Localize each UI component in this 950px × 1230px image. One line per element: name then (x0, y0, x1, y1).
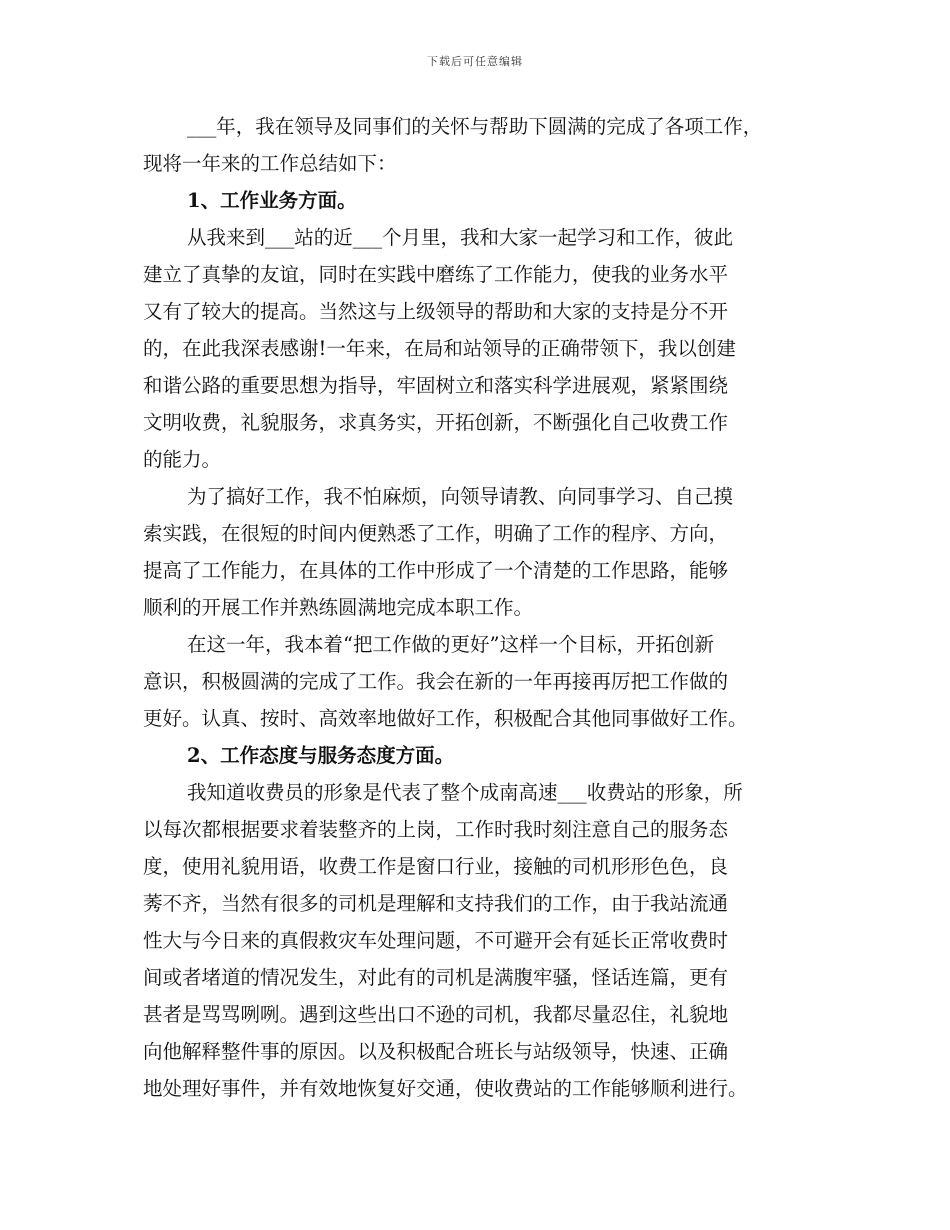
text-line: 在这一年，我本着“把工作做的更好”这样一个目标，开拓创新 (187, 633, 714, 656)
text-line: 顺利的开展工作并熟练圆满地完成本职工作。 (143, 596, 534, 619)
text-line: 甚者是骂骂咧咧。遇到这些出口不逊的司机，我都尽量忍住，礼貌地 (143, 1003, 729, 1026)
text-line: 莠不齐，当然有很多的司机是理解和支持我们的工作，由于我站流通 (143, 892, 729, 915)
text-line: 更好。认真、按时、高效率地做好工作，积极配合其他同事做好工作。 (143, 707, 748, 730)
text-line: 从我来到___站的近___个月里，我和大家一起学习和工作，彼此 (187, 226, 734, 249)
text-line: 现将一年来的工作总结如下： (143, 152, 397, 175)
text-line: 和谐公路的重要思想为指导，牢固树立和落实科学进展观，紧紧围绕 (143, 374, 729, 397)
text-line: 索实践，在很短的时间内便熟悉了工作，明确了工作的程序、方向， (143, 522, 729, 545)
text-line: 度，使用礼貌用语，收费工作是窗口行业，接触的司机形形色色，良 (143, 855, 729, 878)
text-line: 的能力。 (143, 448, 222, 471)
section-heading: 1、工作业务方面。 (187, 189, 357, 212)
text-line: 我知道收费员的形象是代表了整个成南高速___收费站的形象，所 (187, 781, 743, 804)
text-line: 提高了工作能力，在具体的工作中形成了一个清楚的工作思路，能够 (143, 559, 729, 582)
document-body (143, 108, 813, 1107)
text-line: 建立了真挚的友谊，同时在实践中磨练了工作能力，使我的业务水平 (143, 263, 729, 286)
text-line: 性大与今日来的真假救灾车处理问题，不可避开会有延长正常收费时 (143, 929, 729, 952)
text-line: 文明收费，礼貌服务，求真务实，开拓创新，不断强化自己收费工作 (143, 411, 729, 434)
text-line: 地处理好事件，并有效地恢复好交通，使收费站的工作能够顺利进行。 (143, 1077, 748, 1100)
text-line: 间或者堵道的情况发生，对此有的司机是满腹牢骚，怪话连篇，更有 (143, 966, 729, 989)
page-header: 下载后可任意编辑 (427, 55, 523, 68)
text-line: 以每次都根据要求着装整齐的上岗，工作时我时刻注意自己的服务态 (143, 818, 729, 841)
section-heading: 2、工作态度与服务态度方面。 (187, 744, 455, 767)
text-line: 又有了较大的提高。当然这与上级领导的帮助和大家的支持是分不开 (143, 300, 729, 323)
text-line: 的，在此我深表感谢!一年来，在局和站领导的正确带领下，我以创建 (143, 337, 736, 360)
text-line: 为了搞好工作，我不怕麻烦，向领导请教、向同事学习、自己摸 (187, 485, 734, 508)
text-line: ___年，我在领导及同事们的关怀与帮助下圆满的完成了各项工作， (187, 115, 763, 138)
text-line: 向他解释整件事的原因。以及积极配合班长与站级领导，快速、正确 (143, 1040, 729, 1063)
text-line: 意识，积极圆满的完成了工作。我会在新的一年再接再厉把工作做的 (143, 670, 729, 693)
